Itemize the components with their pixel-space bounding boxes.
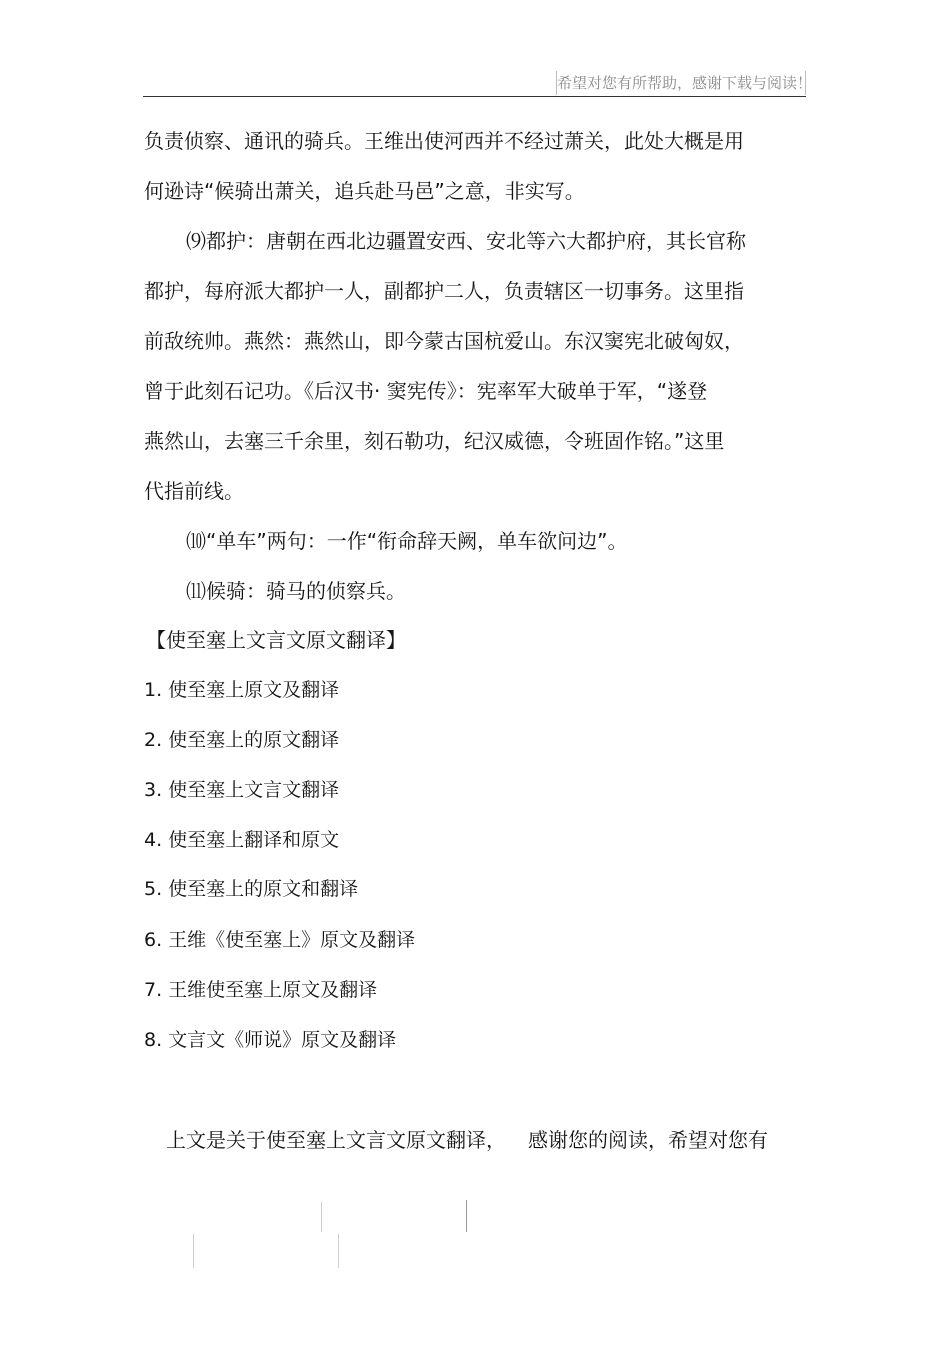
section-title: 【使至塞上文言文原文翻译】: [146, 628, 406, 652]
closing-part: 希望对您有: [668, 1128, 768, 1152]
paragraph-line: 代指前线。: [144, 479, 244, 503]
list-item[interactable]: 6. 王维《使至塞上》原文及翻译: [144, 929, 416, 951]
header-divider: [143, 96, 806, 97]
header-banner: [556, 71, 813, 95]
paragraph-line: 负责侦察、通讯的骑兵。王维出使河西并不经过萧关，此处大概是用: [144, 129, 744, 153]
paragraph-line: 曾于此刻石记功。《后汉书· 窦宪传》：宪率军大破单于军，“遂登: [144, 379, 708, 403]
paragraph-line: 燕然山，去塞三千余里，刻石勒功，纪汉威德，令班固作铭。”这里: [144, 429, 725, 453]
paragraph-line: 前敌统帅。燕然：燕然山，即今蒙古国杭爱山。东汉窦宪北破匈奴，: [144, 329, 744, 353]
paragraph-line: ⑼都护：唐朝在西北边疆置安西、安北等六大都护府，其长官称: [186, 229, 746, 253]
list-item[interactable]: 5. 使至塞上的原文和翻译: [144, 878, 359, 900]
paragraph-line: ⑽“单车”两句：一作“衔命辞天阙，单车欲问边”。: [186, 529, 628, 553]
list-item[interactable]: 7. 王维使至塞上原文及翻译: [144, 979, 378, 1001]
list-item[interactable]: 4. 使至塞上翻译和原文: [144, 829, 340, 851]
list-item[interactable]: 3. 使至塞上文言文翻译: [144, 779, 340, 801]
list-item[interactable]: 1. 使至塞上原文及翻译: [144, 679, 340, 701]
paragraph-line: 都护，每府派大都护一人，副都护二人，负责辖区一切事务。这里指: [144, 279, 744, 303]
table-border-fragment: [193, 1234, 194, 1268]
table-border-fragment: [321, 1202, 322, 1232]
closing-line: [166, 1127, 768, 1153]
list-item[interactable]: 8. 文言文《师说》原文及翻译: [144, 1029, 397, 1051]
paragraph-line: 何逊诗“候骑出萧关，追兵赴马邑”之意，非实写。: [144, 179, 585, 203]
table-border-fragment: [466, 1200, 467, 1232]
table-border-fragment: [338, 1234, 339, 1268]
closing-part: 上文是关于使至塞上文言文原文翻译，: [166, 1128, 506, 1152]
closing-part: 感谢您的阅读，: [528, 1128, 668, 1152]
paragraph-line: ⑾候骑：骑马的侦察兵。: [186, 579, 406, 603]
list-item[interactable]: 2. 使至塞上的原文翻译: [144, 729, 340, 751]
header-banner-text: 希望对您有所帮助，感谢下载与阅读！: [557, 74, 813, 92]
